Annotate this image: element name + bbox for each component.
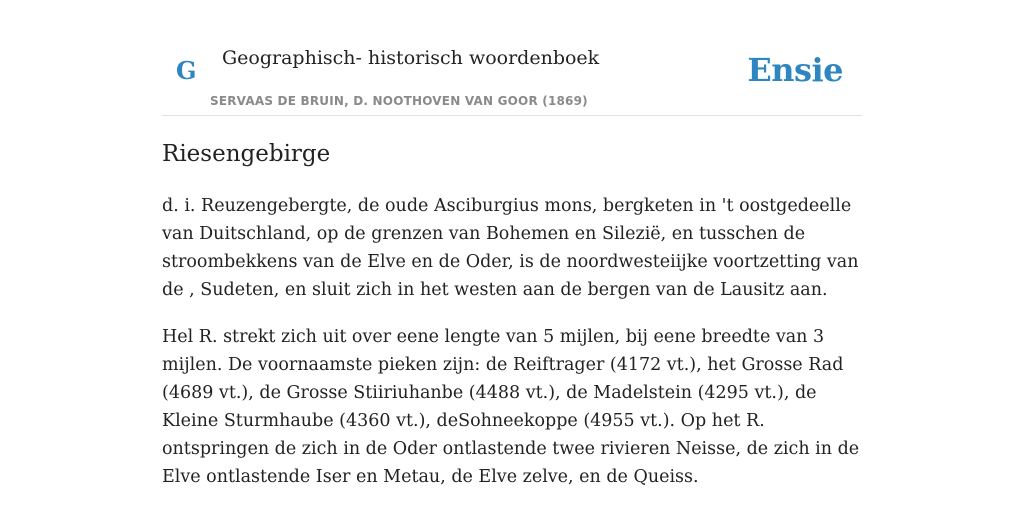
book-author: SERVAAS DE BRUIN, D. NOOTHOVEN VAN GOOR (1869) [210,94,588,108]
entry-paragraph: Hel R. strekt zich uit over eene lengte van 5 mijlen, bij eene breedte van 3 mijlen. De voornaamste pieken zijn: de Reiftrager (4172 vt.), het Grosse Rad (4689 vt.), de Grosse Stiiriuhanbe (4488 vt.), de Madelstein (4295 vt.), de Kleine Sturmhaube (4360 vt.), deSohneekoppe (4955 vt.). Op het R. ontspringen de zich in de Oder ontlastende twee rivieren Neisse, de zich in de Elve ontlastende Iser en Metau, de Elve zelve, en de Queiss. [162,327,860,487]
entry-body [162,192,862,510]
brand-logo[interactable]: Ensie [747,51,843,89]
book-title[interactable]: Geographisch- historisch woordenboek [222,47,600,69]
header [162,40,862,116]
entry-title: Riesengebirge [162,141,331,167]
entry-paragraph: d. i. Reuzengebergte, de oude Asciburgius mons, bergketen in 't oostgedeelle van Duitschland, op de grenzen van Bohemen en Silezië, en tusschen de stroombekkens van de Elve en de Oder, is de noordwesteiijke voortzetting van de , Sudeten, en sluit zich in het westen aan de bergen van de Lausitz aan. [162,196,859,300]
book-logo[interactable]: G [176,56,197,85]
